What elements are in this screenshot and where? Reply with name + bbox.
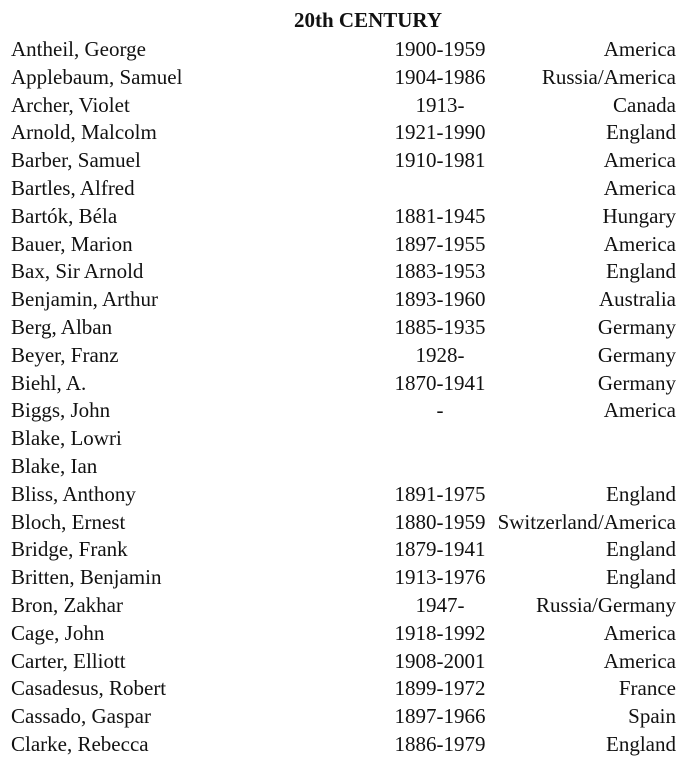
composer-name: Blake, Ian xyxy=(11,453,98,478)
composer-country: Switzerland/America xyxy=(497,509,676,534)
composer-country: Germany xyxy=(597,342,676,367)
composer-country: Spain xyxy=(628,704,676,729)
composer-country: Hungary xyxy=(602,203,676,228)
composer-dates: 1885-1935 xyxy=(394,314,486,339)
composer-row xyxy=(0,509,700,537)
composer-dates: 1928- xyxy=(415,342,465,367)
composer-country: America xyxy=(603,648,676,673)
composer-row xyxy=(0,64,700,92)
composer-dates: 1897-1966 xyxy=(394,704,486,729)
composer-country: England xyxy=(606,537,676,562)
composer-dates: 1908-2001 xyxy=(394,648,486,673)
composer-name: Bliss, Anthony xyxy=(11,481,136,506)
composer-dates: 1918-1992 xyxy=(394,620,486,645)
composer-country: America xyxy=(603,398,676,423)
composer-country: Canada xyxy=(613,92,676,117)
composer-country: America xyxy=(603,148,676,173)
composer-list xyxy=(0,36,700,759)
composer-row xyxy=(0,231,700,259)
composer-name: Archer, Violet xyxy=(11,92,130,117)
composer-row xyxy=(0,342,700,370)
composer-row xyxy=(0,203,700,231)
composer-dates: 1893-1960 xyxy=(394,287,486,312)
composer-country: England xyxy=(606,120,676,145)
composer-country: America xyxy=(603,37,676,61)
composer-name: Clarke, Rebecca xyxy=(11,731,149,756)
composer-name: Bauer, Marion xyxy=(11,231,133,256)
composer-name: Applebaum, Samuel xyxy=(11,64,183,89)
composer-name: Cage, John xyxy=(11,620,105,645)
composer-row xyxy=(0,119,700,147)
composer-row xyxy=(0,592,700,620)
composer-dates: 1904-1986 xyxy=(394,64,486,89)
composer-name: Bridge, Frank xyxy=(11,537,128,562)
composer-name: Antheil, George xyxy=(11,37,146,61)
composer-row xyxy=(0,397,700,425)
composer-row xyxy=(0,536,700,564)
composer-name: Casadesus, Robert xyxy=(11,676,167,701)
composer-dates: 1897-1955 xyxy=(394,231,486,256)
composer-country: Australia xyxy=(599,287,676,312)
composer-row xyxy=(0,453,700,481)
composer-country: Germany xyxy=(597,370,676,395)
composer-dates: - xyxy=(436,398,444,423)
composer-dates: 1913- xyxy=(415,92,465,117)
composer-country: England xyxy=(606,259,676,284)
composer-row xyxy=(0,481,700,509)
composer-country: England xyxy=(606,731,676,756)
composer-name: Carter, Elliott xyxy=(11,648,126,673)
composer-row xyxy=(0,147,700,175)
composer-name: Britten, Benjamin xyxy=(11,565,162,590)
composer-row xyxy=(0,425,700,453)
composer-row xyxy=(0,731,700,759)
composer-row xyxy=(0,675,700,703)
composer-name: Biggs, John xyxy=(11,398,111,423)
composer-country: Russia/Germany xyxy=(536,592,676,617)
composer-country: France xyxy=(618,676,676,701)
composer-name: Blake, Lowri xyxy=(11,426,122,451)
composer-name: Benjamin, Arthur xyxy=(11,287,158,312)
composer-dates: 1899-1972 xyxy=(394,676,486,701)
composer-row xyxy=(0,648,700,676)
composer-country: America xyxy=(603,620,676,645)
composer-dates: 1886-1979 xyxy=(394,731,486,756)
composer-row xyxy=(0,258,700,286)
composer-dates: 1947- xyxy=(415,592,465,617)
composer-row xyxy=(0,314,700,342)
composer-dates: 1891-1975 xyxy=(394,481,486,506)
composer-dates: 1881-1945 xyxy=(394,203,486,228)
composer-name: Barber, Samuel xyxy=(11,148,141,173)
composer-country: Russia/America xyxy=(541,64,676,89)
composer-row xyxy=(0,92,700,120)
composer-row xyxy=(0,370,700,398)
composer-dates: 1910-1981 xyxy=(394,148,486,173)
composer-name: Berg, Alban xyxy=(11,314,113,339)
composer-dates: 1870-1941 xyxy=(394,370,486,395)
composer-name: Bax, Sir Arnold xyxy=(11,259,144,284)
composer-name: Cassado, Gaspar xyxy=(11,704,151,729)
composer-country: Germany xyxy=(597,314,676,339)
composer-name: Bron, Zakhar xyxy=(11,592,123,617)
composer-dates: 1880-1959 xyxy=(394,509,486,534)
page-title: 20th CENTURY xyxy=(293,8,443,32)
composer-row xyxy=(0,286,700,314)
composer-row xyxy=(0,620,700,648)
composer-dates: 1879-1941 xyxy=(394,537,486,562)
composer-dates: 1921-1990 xyxy=(394,120,486,145)
composer-row xyxy=(0,703,700,731)
composer-name: Beyer, Franz xyxy=(11,342,119,367)
composer-dates: 1913-1976 xyxy=(394,565,486,590)
composer-dates: 1883-1953 xyxy=(394,259,486,284)
composer-country: America xyxy=(603,175,676,200)
composer-row xyxy=(0,175,700,203)
composer-row xyxy=(0,564,700,592)
composer-name: Bartók, Béla xyxy=(11,203,118,228)
composer-country: England xyxy=(606,565,676,590)
composer-name: Bartles, Alfred xyxy=(11,175,135,200)
composer-name: Biehl, A. xyxy=(11,370,87,395)
composer-name: Bloch, Ernest xyxy=(11,509,126,534)
composer-row xyxy=(0,36,700,64)
composer-country: America xyxy=(603,231,676,256)
composer-name: Arnold, Malcolm xyxy=(11,120,157,145)
composer-dates: 1900-1959 xyxy=(394,37,486,61)
composer-country: England xyxy=(606,481,676,506)
